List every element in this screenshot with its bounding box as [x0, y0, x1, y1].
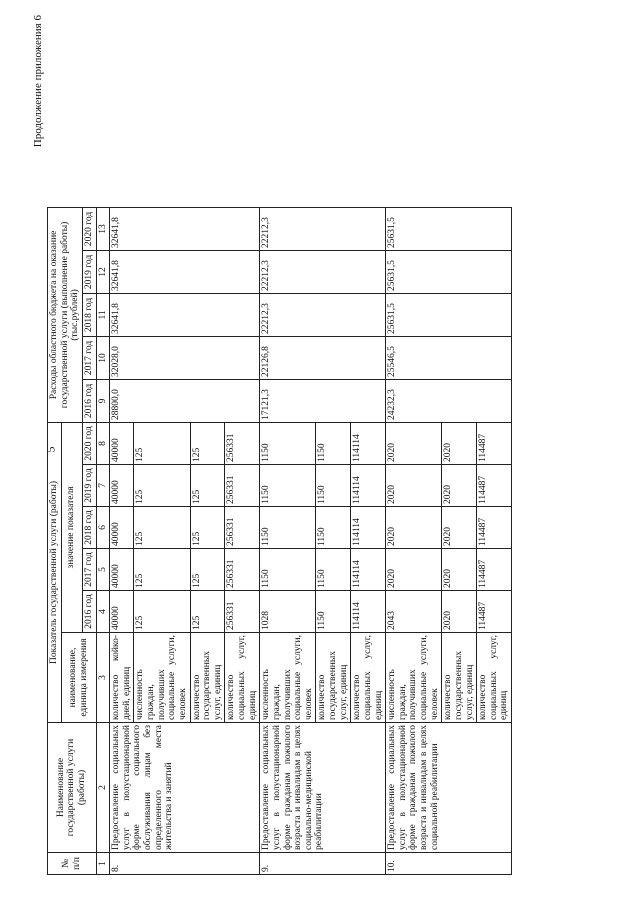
indicator-value: 256331 — [225, 422, 260, 464]
expense-value: 32641,8 — [110, 293, 260, 336]
indicator-value: 2020 — [386, 465, 442, 507]
expense-value: 25631,5 — [386, 293, 512, 336]
indicator-value: 1150 — [260, 549, 316, 591]
column-number: 6 — [96, 507, 110, 549]
indicator-value: 1028 — [260, 591, 316, 633]
indicator-value: 114114 — [351, 591, 386, 633]
indicator-value: 256331 — [225, 591, 260, 633]
column-number: 5 — [96, 549, 110, 591]
table-row — [260, 11, 316, 875]
indicator-value: 1150 — [316, 465, 351, 507]
expense-value: 17121,3 — [260, 379, 386, 422]
header-year: 2017 год — [82, 549, 96, 591]
indicator-value: 1150 — [260, 465, 316, 507]
expense-value: 22212,3 — [260, 207, 386, 250]
indicator-value: 2020 — [386, 422, 442, 464]
indicator-value: 256331 — [225, 507, 260, 549]
indicator-value: 125 — [190, 422, 225, 464]
column-number: 13 — [96, 207, 110, 250]
indicator-value: 256331 — [225, 549, 260, 591]
expense-value: 22212,3 — [260, 250, 386, 293]
expense-value: 32641,8 — [110, 207, 260, 250]
header-service-name: Наименование государственной услуги (работы) — [48, 723, 97, 853]
indicator-value: 40000 — [110, 591, 134, 633]
header-year: 2016 год — [82, 591, 96, 633]
header-indicator-group: Показатель государственной услуги (работы) — [48, 422, 62, 722]
indicator-name: численность граждан, получивших социальные услуги, человек — [386, 633, 442, 723]
header-year: 2019 год — [82, 465, 96, 507]
indicator-value: 125 — [190, 465, 225, 507]
row-number: 10. — [386, 853, 512, 875]
column-number: 1 — [96, 853, 110, 875]
column-number: 9 — [96, 379, 110, 422]
expense-value: 22126,8 — [260, 336, 386, 379]
table-row — [386, 11, 442, 875]
service-name: Предоставление социальных услуг в полустационарной форме гражданам пожилого возраста и инвалидам в целях социальной реабилитации — [386, 723, 512, 853]
column-number: 8 — [96, 422, 110, 464]
indicator-value: 125 — [134, 465, 190, 507]
indicator-value: 125 — [134, 507, 190, 549]
indicator-value: 114487 — [477, 465, 512, 507]
header-no: № п/п — [48, 853, 97, 875]
header-expense-year: 2018 год — [82, 293, 96, 336]
header-indicator-values: значение показателя — [61, 422, 82, 632]
column-number-row — [96, 11, 110, 875]
indicator-value: 114487 — [477, 591, 512, 633]
header-year: 2020 год — [82, 422, 96, 464]
indicator-value: 2020 — [442, 591, 477, 633]
indicator-value: 2020 — [386, 549, 442, 591]
column-number: 3 — [96, 633, 110, 723]
indicator-value: 114487 — [477, 507, 512, 549]
services-table — [47, 10, 512, 875]
indicator-value: 114114 — [351, 507, 386, 549]
indicator-name: количество социальных услуг, единиц — [477, 633, 512, 723]
indicator-value: 1150 — [316, 549, 351, 591]
indicator-value: 1150 — [316, 591, 351, 633]
indicator-value: 40000 — [110, 549, 134, 591]
header-expense-group: Расходы областного бюджета на оказание государственной услуги (выполнение работы) (тыс.рублей) — [48, 207, 83, 422]
indicator-value: 2020 — [442, 549, 477, 591]
column-number: 4 — [96, 591, 110, 633]
header-expense-year: 2019 год — [82, 250, 96, 293]
indicator-name: количество государственных услуг, единиц — [316, 633, 351, 723]
indicator-value: 125 — [190, 591, 225, 633]
indicator-value: 40000 — [110, 465, 134, 507]
indicator-value: 1150 — [260, 422, 316, 464]
indicator-value: 1150 — [316, 422, 351, 464]
expense-value: 22212,3 — [260, 293, 386, 336]
expense-value: 25546,5 — [386, 336, 512, 379]
indicator-value: 2020 — [442, 465, 477, 507]
indicator-name: количество койко-дней, единиц — [110, 633, 134, 723]
indicator-name: количество государственных услуг, единиц — [442, 633, 477, 723]
row-number: 9. — [260, 853, 386, 875]
indicator-value: 125 — [134, 591, 190, 633]
indicator-value: 125 — [190, 507, 225, 549]
indicator-value: 114487 — [477, 422, 512, 464]
page-number: 5 — [43, 446, 58, 453]
service-name: Предоставление социальных услуг в полустационарной форме гражданам пожилого возраста и инвалидам в целях социально-медицинской реабилитации — [260, 723, 386, 853]
indicator-value: 125 — [134, 549, 190, 591]
indicator-value: 1150 — [260, 507, 316, 549]
column-number: 10 — [96, 336, 110, 379]
indicator-name: количество социальных услуг, единиц — [225, 633, 260, 723]
header-expense-year: 2020 год — [82, 207, 96, 250]
expense-value: 25631,5 — [386, 250, 512, 293]
indicator-value: 2043 — [386, 591, 442, 633]
column-number: 12 — [96, 250, 110, 293]
indicator-value: 114114 — [351, 549, 386, 591]
header-year: 2018 год — [82, 507, 96, 549]
indicator-name: количество социальных услуг, единиц — [351, 633, 386, 723]
indicator-value: 125 — [134, 422, 190, 464]
expense-value: 32028,0 — [110, 336, 260, 379]
expense-value: 25631,5 — [386, 207, 512, 250]
header-expense-year: 2016 год — [82, 379, 96, 422]
expense-value: 32641,8 — [110, 250, 260, 293]
expense-value: 28800,0 — [110, 379, 260, 422]
header-row — [48, 11, 62, 875]
row-number: 8. — [110, 853, 260, 875]
expense-value: 24232,3 — [386, 379, 512, 422]
rotated-document-sheet — [32, 10, 622, 875]
header-indicator-name: наименование, единица измерения — [61, 633, 96, 723]
indicator-value: 256331 — [225, 465, 260, 507]
indicator-value: 2020 — [442, 422, 477, 464]
indicator-name: численность граждан, получивших социальные услуги, человек — [260, 633, 316, 723]
indicator-value: 125 — [190, 549, 225, 591]
indicator-value: 40000 — [110, 422, 134, 464]
indicator-value: 2020 — [386, 507, 442, 549]
service-name: Предоставление социальных услуг в полустационарной форме социального обслуживания лицам без определенного места жительства и занятий — [110, 723, 260, 853]
column-number: 7 — [96, 465, 110, 507]
column-number: 11 — [96, 293, 110, 336]
continuation-caption: Продолжение приложения 6 — [32, 15, 44, 148]
indicator-value: 114114 — [351, 422, 386, 464]
indicator-name: численность граждан, получивших социальные услуги, человек — [134, 633, 190, 723]
indicator-value: 114487 — [477, 549, 512, 591]
indicator-value: 40000 — [110, 507, 134, 549]
table-row — [110, 11, 134, 875]
indicator-value: 2020 — [442, 507, 477, 549]
indicator-value: 1150 — [316, 507, 351, 549]
indicator-name: количество государственных услуг, единиц — [190, 633, 225, 723]
header-expense-year: 2017 год — [82, 336, 96, 379]
indicator-value: 114114 — [351, 465, 386, 507]
column-number: 2 — [96, 723, 110, 853]
